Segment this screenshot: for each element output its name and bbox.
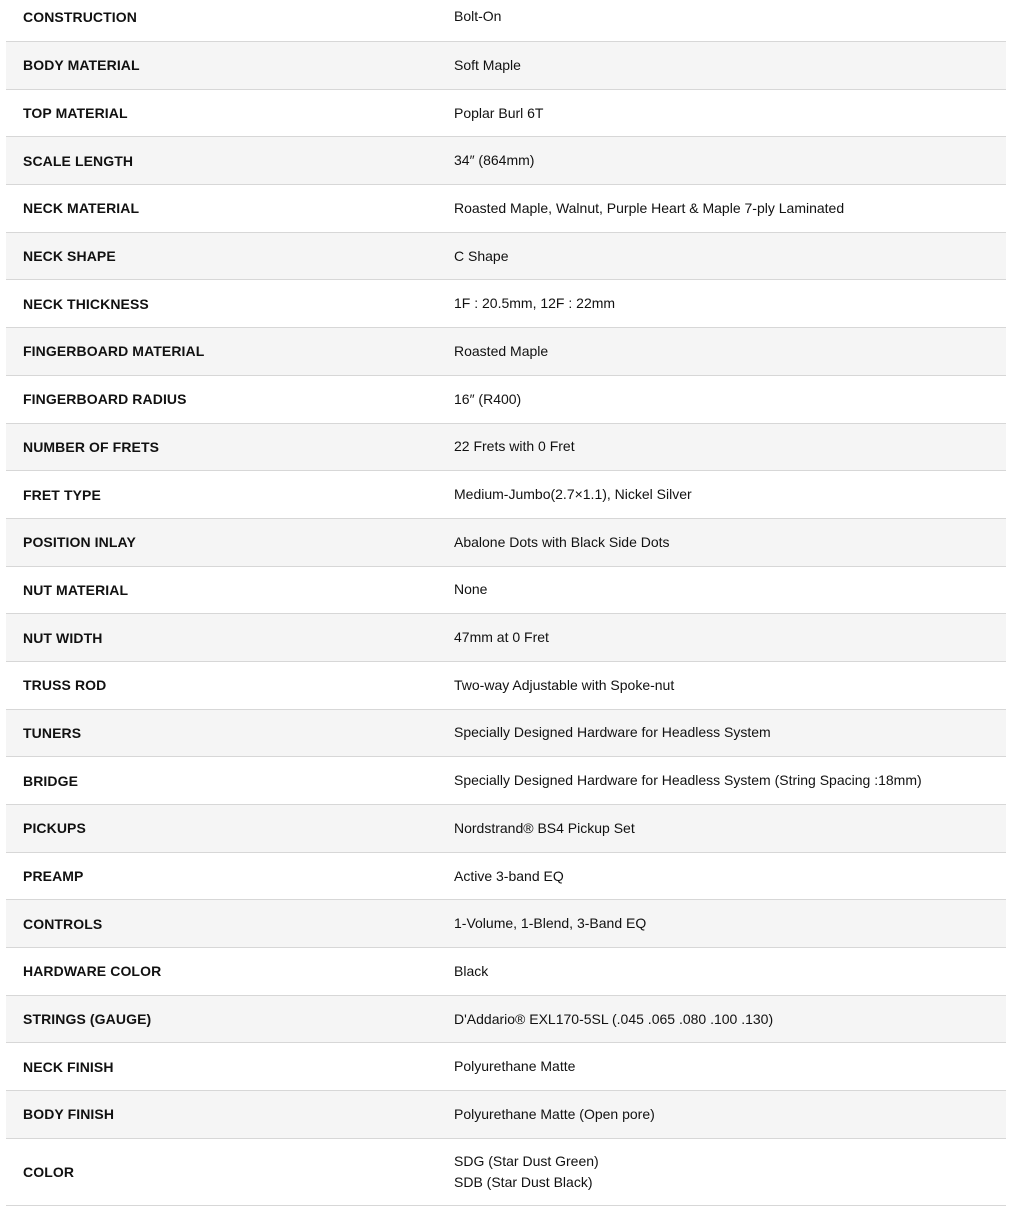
spec-label: NUMBER OF FRETS bbox=[23, 438, 160, 455]
spec-value: Specially Designed Hardware for Headless System bbox=[454, 724, 771, 741]
spec-row bbox=[6, 900, 1006, 948]
spec-label: CONSTRUCTION bbox=[23, 8, 137, 25]
spec-row bbox=[6, 1091, 1006, 1139]
spec-value-line: SDB (Star Dust Black) bbox=[454, 1173, 593, 1190]
spec-row bbox=[6, 424, 1006, 472]
spec-label: TRUSS ROD bbox=[23, 677, 107, 694]
spec-row bbox=[6, 567, 1006, 615]
spec-value: Polyurethane Matte bbox=[454, 1058, 576, 1075]
spec-label: FINGERBOARD RADIUS bbox=[23, 391, 187, 408]
spec-row bbox=[6, 90, 1006, 138]
spec-label: NECK MATERIAL bbox=[23, 200, 140, 217]
spec-value-line: SDG (Star Dust Green) bbox=[454, 1152, 599, 1169]
spec-row bbox=[6, 471, 1006, 519]
spec-value: Soft Maple bbox=[454, 56, 521, 73]
spec-value: 16″ (R400) bbox=[454, 390, 522, 407]
spec-row bbox=[6, 0, 1006, 42]
spec-label: STRINGS (GAUGE) bbox=[23, 1011, 152, 1028]
spec-value: Medium-Jumbo(2.7×1.1), Nickel Silver bbox=[454, 486, 692, 503]
spec-table bbox=[6, 0, 1006, 1206]
spec-label: SCALE LENGTH bbox=[23, 152, 134, 169]
spec-label: NECK SHAPE bbox=[23, 248, 116, 265]
spec-row bbox=[6, 328, 1006, 376]
spec-value: Poplar Burl 6T bbox=[454, 104, 544, 121]
spec-row bbox=[6, 42, 1006, 90]
spec-value: 22 Frets with 0 Fret bbox=[454, 438, 575, 455]
spec-value: Bolt-On bbox=[454, 8, 502, 24]
spec-value: 1F : 20.5mm, 12F : 22mm bbox=[454, 295, 616, 312]
spec-row bbox=[6, 614, 1006, 662]
spec-label: NUT WIDTH bbox=[23, 629, 103, 646]
spec-value bbox=[454, 1151, 599, 1193]
spec-value: 47mm at 0 Fret bbox=[454, 629, 549, 646]
spec-label: COLOR bbox=[23, 1163, 75, 1180]
spec-row bbox=[6, 1139, 1006, 1206]
spec-value: Black bbox=[454, 962, 489, 979]
spec-value: 1-Volume, 1-Blend, 3-Band EQ bbox=[454, 915, 647, 932]
spec-label: POSITION INLAY bbox=[23, 534, 136, 551]
spec-row bbox=[6, 376, 1006, 424]
spec-label: CONTROLS bbox=[23, 915, 103, 932]
spec-row bbox=[6, 519, 1006, 567]
spec-row bbox=[6, 996, 1006, 1044]
spec-value: D'Addario® EXL170-5SL (.045 .065 .080 .100 .130) bbox=[454, 1010, 774, 1027]
spec-label: PICKUPS bbox=[23, 820, 86, 837]
spec-label: NECK THICKNESS bbox=[23, 295, 149, 312]
spec-row bbox=[6, 710, 1006, 758]
spec-value: Roasted Maple bbox=[454, 342, 549, 359]
spec-label: BODY FINISH bbox=[23, 1106, 115, 1123]
spec-label: BODY MATERIAL bbox=[23, 57, 140, 74]
spec-value: Roasted Maple, Walnut, Purple Heart & Maple 7-ply Laminated bbox=[454, 199, 845, 216]
spec-value: Specially Designed Hardware for Headless System (String Spacing :18mm) bbox=[454, 772, 922, 789]
spec-row bbox=[6, 185, 1006, 233]
spec-row bbox=[6, 757, 1006, 805]
spec-row bbox=[6, 853, 1006, 901]
spec-row bbox=[6, 280, 1006, 328]
spec-label: TOP MATERIAL bbox=[23, 105, 128, 122]
spec-value: Two-way Adjustable with Spoke-nut bbox=[454, 676, 675, 693]
spec-label: NECK FINISH bbox=[23, 1058, 114, 1075]
spec-label: TUNERS bbox=[23, 724, 82, 741]
spec-value: None bbox=[454, 581, 488, 598]
spec-value: Active 3-band EQ bbox=[454, 867, 564, 884]
spec-label: HARDWARE COLOR bbox=[23, 963, 162, 980]
spec-value: Polyurethane Matte (Open pore) bbox=[454, 1105, 655, 1122]
spec-value: C Shape bbox=[454, 247, 509, 264]
spec-value: 34″ (864mm) bbox=[454, 152, 535, 169]
spec-label: PREAMP bbox=[23, 868, 84, 885]
spec-row bbox=[6, 233, 1006, 281]
spec-label: FINGERBOARD MATERIAL bbox=[23, 343, 205, 360]
spec-label: BRIDGE bbox=[23, 772, 79, 789]
spec-row bbox=[6, 662, 1006, 710]
spec-row bbox=[6, 1043, 1006, 1091]
spec-row bbox=[6, 137, 1006, 185]
spec-row bbox=[6, 805, 1006, 853]
spec-label: FRET TYPE bbox=[23, 486, 101, 503]
spec-value: Nordstrand® BS4 Pickup Set bbox=[454, 819, 635, 836]
spec-value: Abalone Dots with Black Side Dots bbox=[454, 533, 670, 550]
spec-row bbox=[6, 948, 1006, 996]
spec-label: NUT MATERIAL bbox=[23, 581, 129, 598]
